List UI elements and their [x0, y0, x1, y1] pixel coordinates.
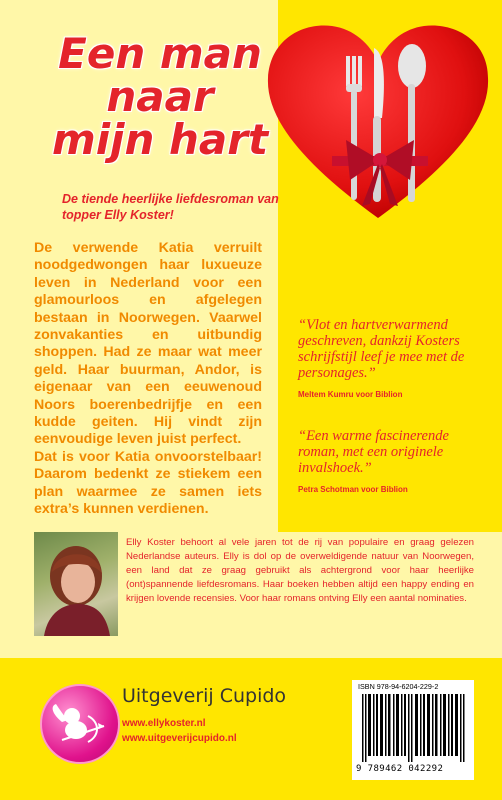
cupid-logo-icon — [40, 684, 120, 764]
author-bio: Elly Koster behoort al vele jaren tot de rij van populaire en graag gelezen Nederlandse auteurs. Elly is dol op de overweldigende natuur van Noorwegen, een land dat ze graag gebruikt als achtergrond voor haar heerlijke (ont)spannende liefdesromans. Haar boeken hebben altijd een happy ending en krijgen lovende recensies. Voor haar romans ontving Elly een aantal nominaties. — [126, 537, 474, 605]
barcode-block — [352, 680, 474, 780]
review-quote-2 — [298, 428, 478, 498]
review-source: Petra Schotman voor Biblion — [298, 485, 408, 494]
title-line-2: naar — [106, 72, 214, 121]
title-line-3: mijn hart — [51, 115, 269, 164]
title-line-1: Een man — [58, 29, 262, 78]
author-photo — [34, 532, 118, 636]
isbn-number: ISBN 978-94-6204-229-2 — [358, 682, 439, 691]
synopsis — [34, 240, 262, 519]
review-source: Meltem Kumru voor Biblion — [298, 390, 403, 399]
barcode-icon — [362, 694, 466, 762]
link-author-site[interactable]: www.ellykoster.nl — [122, 718, 206, 729]
book-title — [30, 29, 290, 164]
barcode-digits: 9 789462 042292 — [356, 764, 444, 774]
tagline: De tiende heerlijke liefdesroman van topper Elly Koster! — [62, 192, 279, 222]
synopsis-paragraph-2: Dat is voor Katia onvoorstelbaar! Daarom bedenkt ze stiekem een plan waarmee ze samen iets extra’s kunnen verdienen. — [34, 448, 262, 518]
review-text: “Vlot en hartverwarmend geschreven, dankzij Kosters schrijfstijl leef je mee met de personages.” — [298, 317, 465, 381]
review-text: “Een warme fascinerende roman, met een originele invalshoek.” — [298, 428, 449, 476]
review-quote-1 — [298, 317, 478, 403]
synopsis-paragraph-1: De verwende Katia verruilt noodgedwongen haar luxueuze leven in Nederland voor een glamourloos en afgelegen bestaan in Noorwegen. Vaarwel zonvakanties en uitbundig shoppen. Had ze maar wat meer geld. Haar buurman, Andor, is eigenaar van een eeuwenoud Noors boerenbedrijfje en een kudde geiten. Hij vindt zijn eenvoudige leven juist perfect. — [34, 240, 262, 448]
link-publisher-site[interactable]: www.uitgeverijcupido.nl — [122, 733, 237, 744]
publisher-name: Uitgeverij Cupido — [122, 685, 287, 707]
